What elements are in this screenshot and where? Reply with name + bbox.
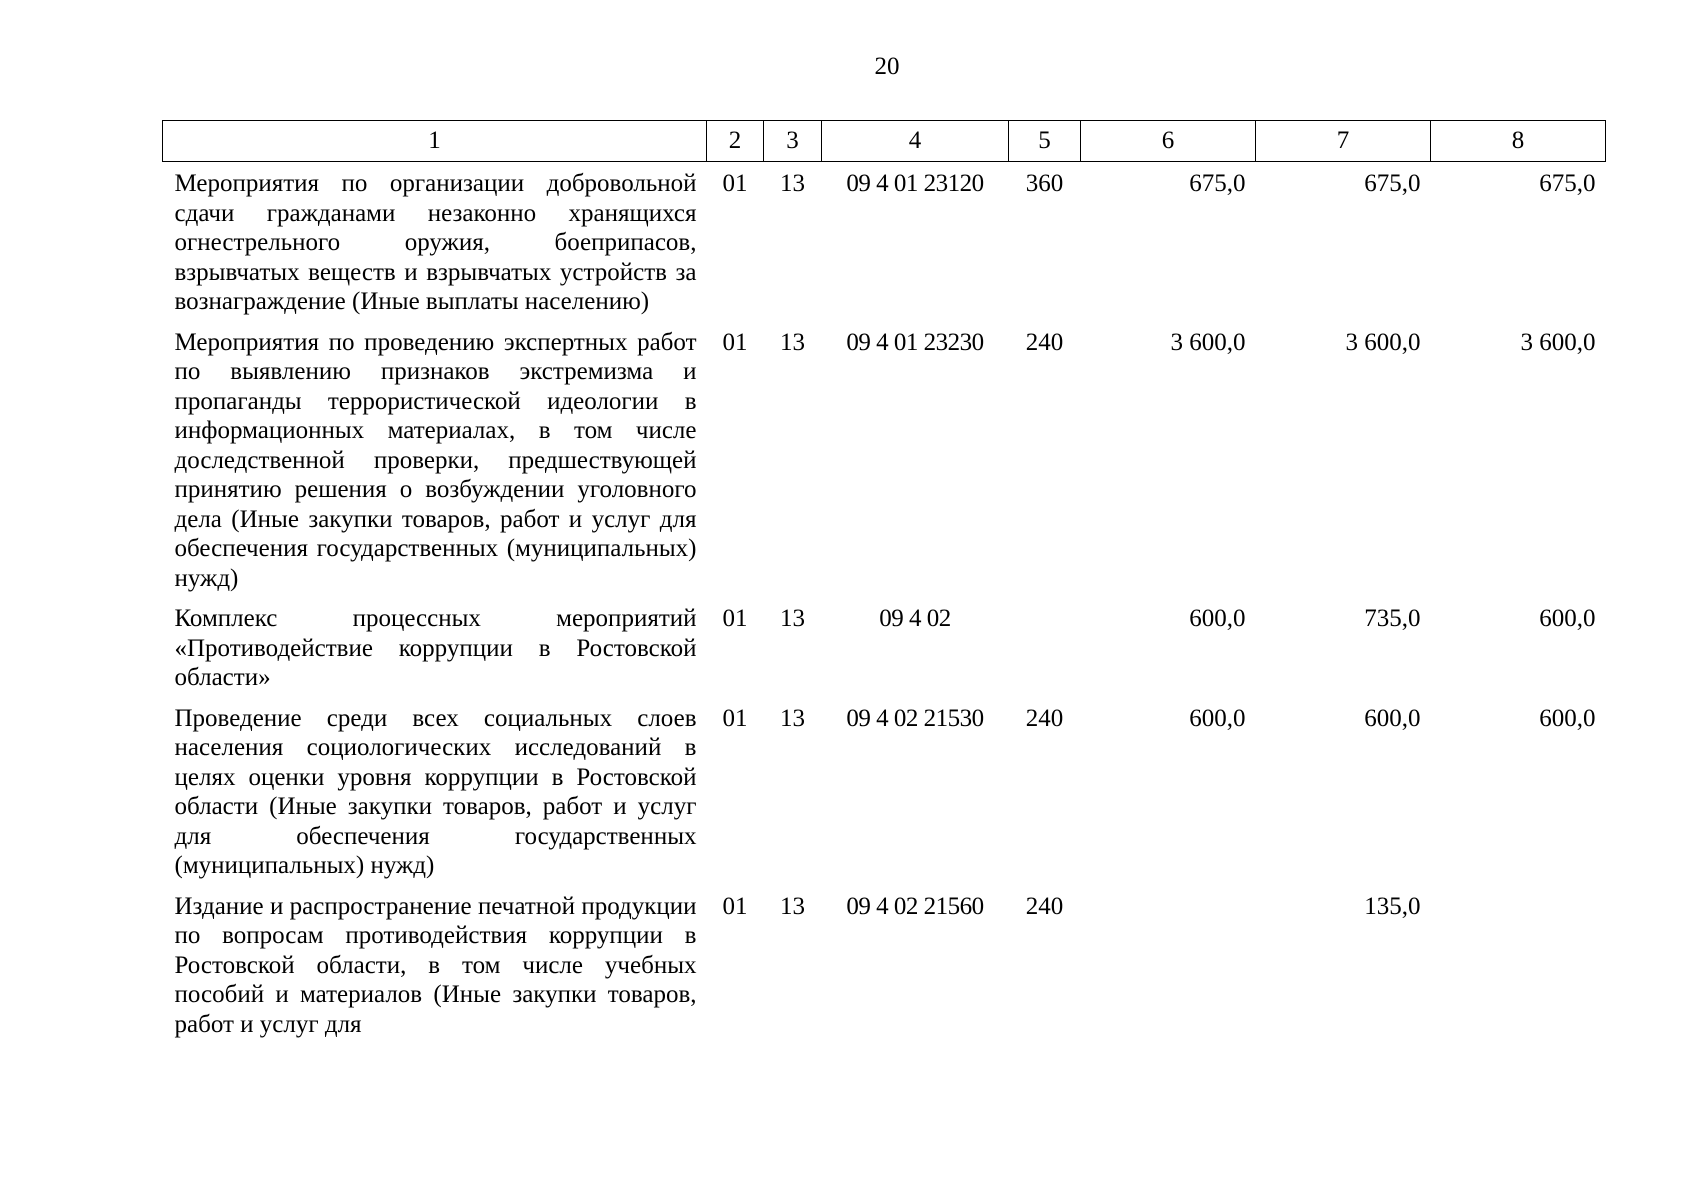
row-section: 01 (722, 328, 748, 356)
header-row (163, 121, 1606, 162)
header-col-3: 3 (764, 121, 822, 162)
table-row (163, 162, 1606, 321)
row-sum-7: 600,0 (1364, 704, 1421, 732)
row-subsection: 13 (780, 605, 805, 632)
table-row (163, 885, 1606, 1044)
table-body (163, 162, 1606, 1044)
row-subsection: 13 (780, 328, 805, 356)
row-name: Издание и распространение печатной продукции по вопросам противодействия коррупции в Ростовской области, в том числе учебных пособий и материалов (Иные закупки товаров, работ и услуг для (174, 892, 697, 1038)
row-name: Проведение среди всех социальных слоев населения социологических исследований в целях оценки уровня коррупции в Ростовской области (Иные закупки товаров, работ и услуг для обеспечения государственных (муниципальных) нужд) (174, 704, 697, 879)
header-col-5: 5 (1009, 121, 1081, 162)
row-name: Комплекс процессных мероприятий «Противодействие коррупции в Ростовской области» (174, 605, 697, 691)
row-sum-6: 600,0 (1189, 605, 1246, 632)
row-section: 01 (722, 170, 748, 197)
row-sum-8 (1431, 885, 1606, 1044)
row-sum-6: 675,0 (1189, 170, 1246, 197)
row-name: Мероприятия по проведению экспертных работ по выявлению признаков экстремизма и пропаганды террористической идеологии в информационных материалах, в том числе доследственной проверки, предшествующей принятию решения о возбуждении уголовного дела (Иные закупки товаров, работ и услуг для обеспечения государственных (муниципальных) нужд) (174, 328, 697, 592)
page-number: 20 (874, 53, 900, 80)
row-sum-8: 675,0 (1539, 170, 1596, 197)
header-col-7: 7 (1256, 121, 1431, 162)
table-row (163, 597, 1606, 697)
header-col-8: 8 (1431, 121, 1606, 162)
row-sum-6: 3 600,0 (1170, 328, 1246, 356)
row-expense-type: 240 (1025, 892, 1064, 920)
header-col-1: 1 (163, 121, 707, 162)
row-sum-6: 600,0 (1189, 704, 1246, 732)
row-sum-7: 675,0 (1364, 170, 1421, 197)
header-col-6: 6 (1081, 121, 1256, 162)
row-expense-type: 240 (1025, 704, 1064, 732)
row-target-article: 09 4 02 21530 (846, 704, 984, 732)
row-target-article: 09 4 01 23120 (846, 170, 984, 197)
table-row (163, 697, 1606, 885)
header-col-4: 4 (822, 121, 1009, 162)
row-subsection: 13 (780, 892, 805, 920)
row-expense-type (1009, 597, 1081, 697)
row-subsection: 13 (780, 704, 805, 732)
budget-table (162, 120, 1606, 1043)
row-name: Мероприятия по организации добровольной сдачи гражданами незаконно хранящихся огнестрельного оружия, боеприпасов, взрывчатых веществ и взрывчатых устройств за вознаграждение (Иные выплаты населению) (174, 170, 697, 315)
row-section: 01 (722, 892, 748, 920)
row-sum-7: 135,0 (1364, 892, 1421, 920)
row-sum-7: 3 600,0 (1345, 328, 1421, 356)
row-section: 01 (722, 704, 748, 732)
row-subsection: 13 (780, 170, 805, 197)
row-target-article: 09 4 02 (879, 605, 951, 632)
row-sum-8: 600,0 (1539, 704, 1596, 732)
row-target-article: 09 4 01 23230 (846, 328, 984, 356)
row-sum-8: 3 600,0 (1520, 328, 1596, 356)
row-sum-8: 600,0 (1539, 605, 1596, 632)
row-sum-6 (1081, 885, 1256, 1044)
row-expense-type: 360 (1025, 170, 1064, 197)
table-header (163, 121, 1606, 162)
table-row (163, 321, 1606, 598)
header-col-2: 2 (707, 121, 764, 162)
row-expense-type: 240 (1025, 328, 1064, 356)
row-target-article: 09 4 02 21560 (846, 892, 984, 920)
row-section: 01 (722, 605, 748, 632)
row-sum-7: 735,0 (1364, 605, 1421, 632)
